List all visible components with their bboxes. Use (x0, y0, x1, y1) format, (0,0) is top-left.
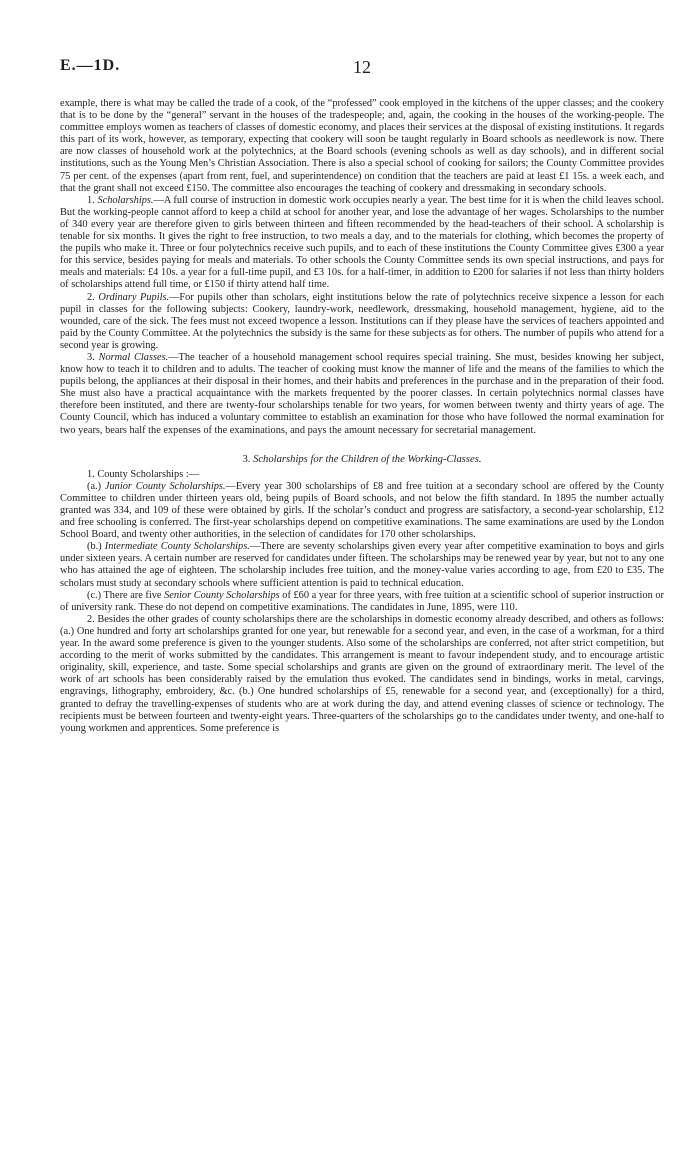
paragraph-senior-scholarships (60, 590, 664, 614)
section-heading (60, 454, 664, 466)
item-title: Intermediate County Scholarships. (104, 541, 250, 553)
document-reference: E.—1D. (60, 57, 121, 74)
item-number: 2. (87, 291, 99, 303)
section-title: Scholarships for the Children of the Working-Classes. (253, 453, 482, 465)
paragraph-normal-classes (60, 352, 664, 437)
item-text: —Every year 300 scholarships of £8 and free tuition at a secondary school are offered by the County Committee to children under thirteen years old, being pupils of Board schools, and not below the fifth standard. In 1895 the number actually granted was 334, and 109 of these were obtained by girls. If the scholar’s conduct and progress are satisfactory, a second-year scholarship, £12 and free schooling is conferred. The first-year scholarships depend on competitive examinations. The same examinations are used by the London School Board, and twenty other authorities, in the selection of candidates for 170 other scholarships. (60, 480, 664, 541)
body-text (60, 98, 664, 735)
page-header (60, 57, 664, 79)
item-text: of £60 a year for three years, with free tuition at a scientific school of superior instruction or of university rank. These do not depend on competitive examinations. The candidates in June, 1895, were 110. (60, 589, 664, 613)
item-number: (b.) (87, 541, 105, 553)
paragraph-scholarships (60, 195, 664, 292)
item-title: Normal Classes. (98, 351, 169, 363)
item-number: (a.) (87, 480, 105, 492)
section-number: 3. (242, 453, 254, 465)
item-number: 1. (87, 194, 98, 206)
paragraph-junior-scholarships (60, 481, 664, 541)
paragraph-cookery-committee: example, there is what may be called the trade of a cook, of the “professed” cook employed in the kitchens of the upper classes; and the cookery that is to be done by the “general” servant in the houses of the tradespeople; and, again, the cooking in the houses of the working-people. The committee employs women as teachers of classes of domestic economy, and places their services at the disposal of existing institutions. It regards this part of its work, however, as temporary, expecting that cookery will soon be taught regularly in Board schools as needlework is now. There are now classes of household work at the polytechnics, at the Board schools (evening schools as well as day schools), and in different social institutions, such as the Young Men’s Christian Association. There is also a special school of cooking for sailors; the County Committee provides 75 per cent. of the expenses (apart from rent, fuel, and superintendence) on condition that the teachers are paid at least £1 15s. a week each, and that the grant shall not exceed £150. The committee also encourages the teaching of cookery and dressmaking in secondary schools. (60, 98, 664, 194)
page-number: 12 (353, 57, 371, 77)
paragraph-intermediate-scholarships (60, 541, 664, 589)
paragraph-other-scholarships: 2. Besides the other grades of county scholarships there are the scholarships in domestic economy already described, and others as follows: (a.) One hundred and forty art scholarships granted for one year, but renewable for a second year, and even, in the case of a workman, for a third year. In the award some preference is given to the younger students. Also some of the scholarships are conferred, not after strict competition, but according to the merit of works submitted by the candidates. This arrangement is meant to favour independent study, and to encourage artistic originality, skill, experience, and taste. Some special scholarships and grants are given on the ground of extraordinary merit. The level of the work of art schools has been considerably raised by the emulation thus evoked. The candidates send in bindings, works in metal, carvings, engravings, lithography, embroidery, &c. (b.) One hundred scholarships of £5, renewable for a second year, and (exceptionally) for a third, granted to defray the travelling-expenses of students who are at work during the day, and attend evening classes of science or technology. The recipients must be between fourteen and twenty-eight years. Three-quarters of the scholarships go to the candidates under twenty, and one-half to young workmen and apprentices. Some preference is (60, 613, 664, 734)
item-text: —For pupils other than scholars, eight institutions below the rate of polytechnics receive sixpence a lesson for each pupil in classes for the following subjects: Cookery, laundry-work, needlework, dressmaking, household management, hygiene, aid to the wounded, care of the sick. The fees must not exceed twopence a lesson. Institutions can if they please have the services of teachers appointed and paid by the County Committee. At the polytechnics the subsidy is the same for these subjects as for others. The number of pupils who attend for a second year is growing. (60, 291, 665, 351)
item-title: Ordinary Pupils. (98, 291, 170, 303)
item-lead: (c.) There are five (87, 589, 165, 601)
item-title: Scholarships. (97, 194, 154, 206)
item-title: Junior County Scholarships. (104, 480, 226, 492)
item-text: —The teacher of a household management school requires special training. She must, besides knowing her subject, know how to teach it to children and to adults. The teacher of cooking must know the manner of life and the means of the families to which the pupils belong, the appliances at their disposal in their homes, and their habits and preferences in the purchase and in the preparation of their food. She must also have a practical acquaintance with the markets frequented by the poorer classes. In certain polytechnics normal classes have therefore been instituted, and there are twenty-four scholarships tenable for two years, for women between twenty and thirty years of age. The County Council, which has induced a voluntary committee to establish an examination for those who have followed the normal examination for two years, bears half the expenses of the examinations, and pays the amount necessary for secretarial management. (60, 351, 664, 436)
paragraph-ordinary-pupils (60, 292, 664, 352)
item-number: 3. (87, 351, 99, 363)
item-text: —A full course of instruction in domestic work occupies nearly a year. The best time for it is when the child leaves school. But the working-people cannot afford to keep a child at school for another year, and lose the advantage of her wages. Scholarships to the number of 340 every year are therefore given to girls between thirteen and fifteen recommended by the head-teachers of their school. A scholarship is tenable for six months. It gives the right to free instruction, to two meals a day, and to the materials for clothing, which becomes the property of the pupils who make it. Three or four polytechnics receive such pupils, and to each of these institutions the County Committee gives £300 a year for this service, besides paying for meals and materials. To other schools the County Committee sends its own special instructions, and pays for meals and materials: £4 10s. a year for a full-time pupil, and £3 10s. for a half-timer, in addition to £200 for salaries if not less than thirty holders of scholarships attend full time, or £150 if thirty attend half time. (60, 194, 665, 291)
item-text: —There are seventy scholarships given every year after competitive examination to boys and girls under sixteen years. A certain number are reserved for candidates under fifteen. The scholarships may be renewed year by year, but not to any one who has attained the age of eighteen. The scholarship includes free tuition, and the money-value varies according to age, from £20 to £35. The scholars must study at secondary schools where sufficient attention is paid to technical education. (60, 541, 665, 589)
paragraph-county-scholarships: 1. County Scholarships :— (87, 468, 200, 480)
item-title: Senior County Scholarships (164, 589, 280, 601)
